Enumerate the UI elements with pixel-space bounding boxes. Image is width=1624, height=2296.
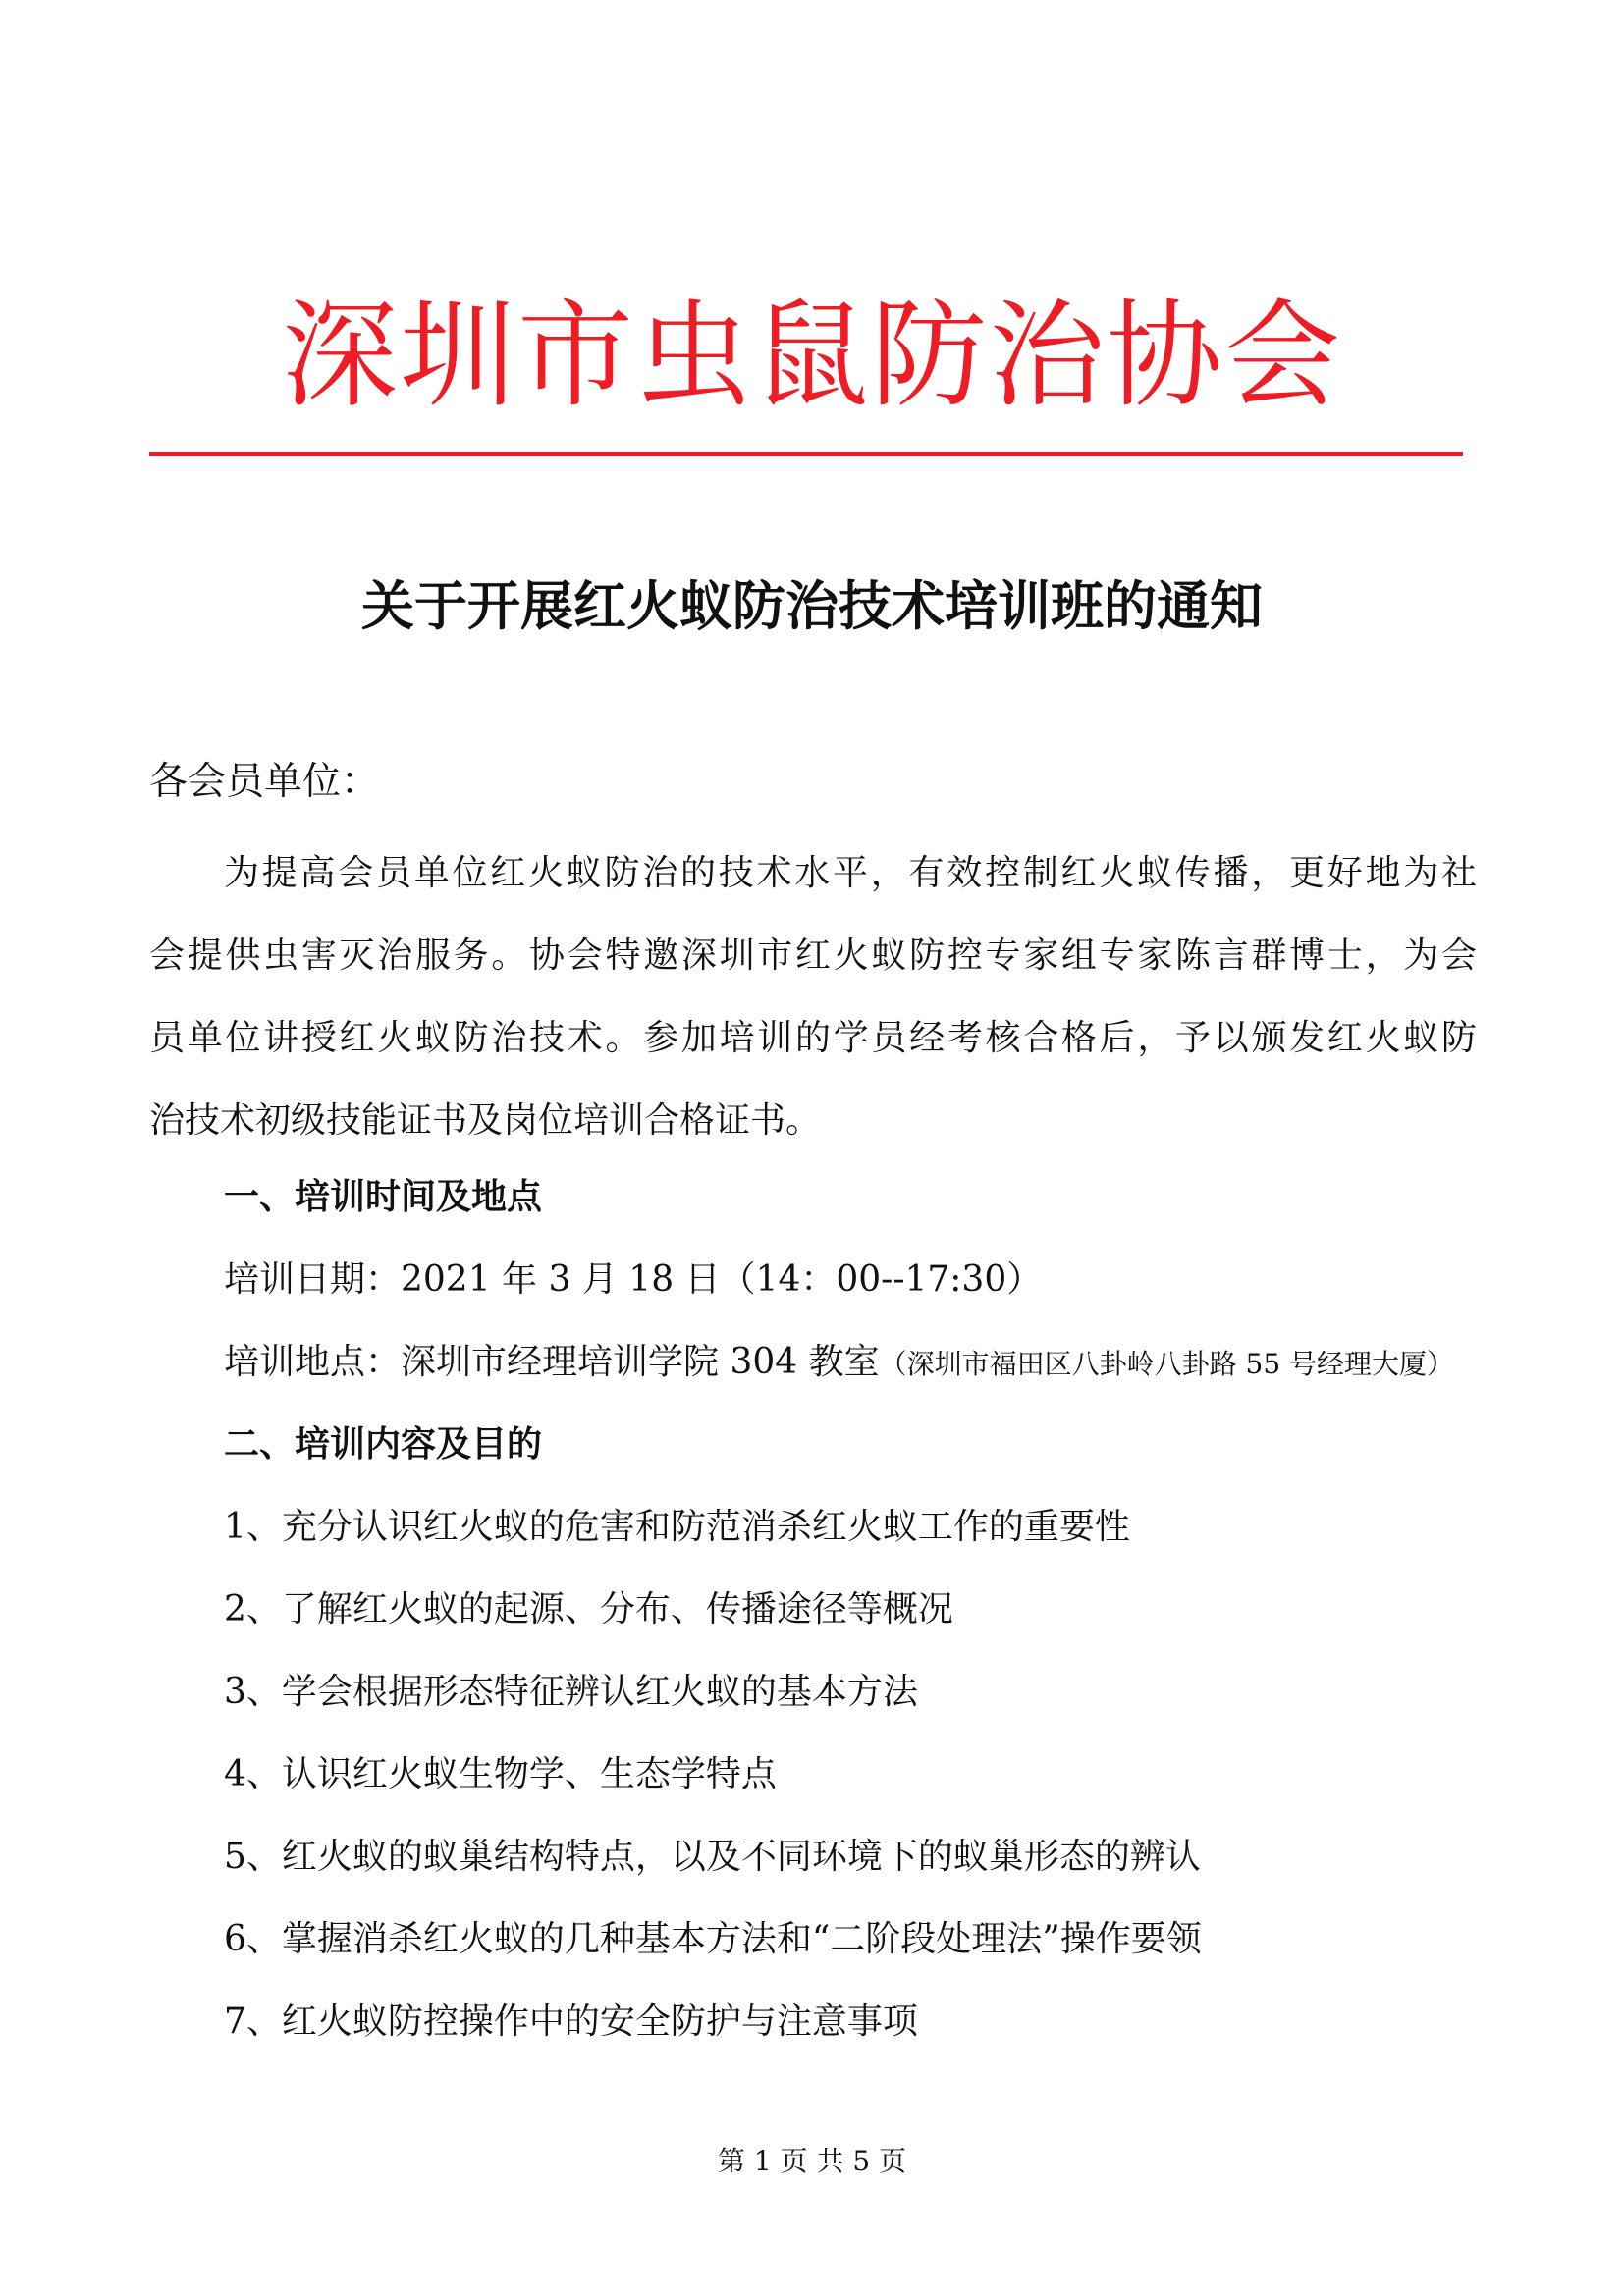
intro-line: 治技术初级技能证书及岗位培训合格证书。 bbox=[149, 1100, 822, 1141]
list-item: 4、认识红火蚁生物学、生态学特点 bbox=[224, 1754, 777, 1794]
training-location-line bbox=[224, 1333, 1454, 1394]
intro-line: 为提高会员单位红火蚁防治的技术水平，有效控制红火蚁传播，更好地为社 bbox=[224, 853, 1477, 893]
letterhead-org-name: 深圳市虫鼠防治协会 bbox=[281, 288, 1342, 423]
salutation: 各会员单位： bbox=[149, 760, 380, 804]
document-title: 关于开展红火蚁防治技术培训班的通知 bbox=[361, 574, 1263, 637]
list-item: 1、充分认识红火蚁的危害和防范消杀红火蚁工作的重要性 bbox=[224, 1507, 1130, 1547]
list-item: 6、掌握消杀红火蚁的几种基本方法和“二阶段处理法”操作要领 bbox=[224, 1919, 1202, 1959]
section-heading-content-goals: 二、培训内容及目的 bbox=[224, 1424, 543, 1465]
list-item: 7、红火蚁防控操作中的安全防护与注意事项 bbox=[224, 2002, 918, 2042]
training-location-text: 培训地点：深圳市经理培训学院 304 教室 bbox=[224, 1342, 880, 1382]
training-date-line: 培训日期：2021 年 3 月 18 日（14：00--17:30） bbox=[224, 1259, 1043, 1300]
intro-line: 会提供虫害灭治服务。协会特邀深圳市红火蚁防控专家组专家陈言群博士，为会 bbox=[149, 935, 1477, 976]
section-heading-time-location: 一、培训时间及地点 bbox=[224, 1177, 543, 1217]
intro-paragraph bbox=[149, 844, 1477, 1174]
page-number-footer: 第 1 页 共 5 页 bbox=[717, 2145, 907, 2177]
list-item: 3、学会根据形态特征辨认红火蚁的基本方法 bbox=[224, 1672, 918, 1712]
intro-line: 员单位讲授红火蚁防治技术。参加培训的学员经考核合格后，予以颁发红火蚁防 bbox=[149, 1018, 1477, 1058]
list-item: 5、红火蚁的蚁巢结构特点，以及不同环境下的蚁巢形态的辨认 bbox=[224, 1837, 1201, 1877]
training-location-note: （深圳市福田区八卦岭八卦路 55 号经理大厦） bbox=[879, 1348, 1455, 1380]
list-item: 2、了解红火蚁的起源、分布、传播途径等概况 bbox=[224, 1589, 953, 1629]
letterhead-red-rule bbox=[149, 452, 1463, 456]
